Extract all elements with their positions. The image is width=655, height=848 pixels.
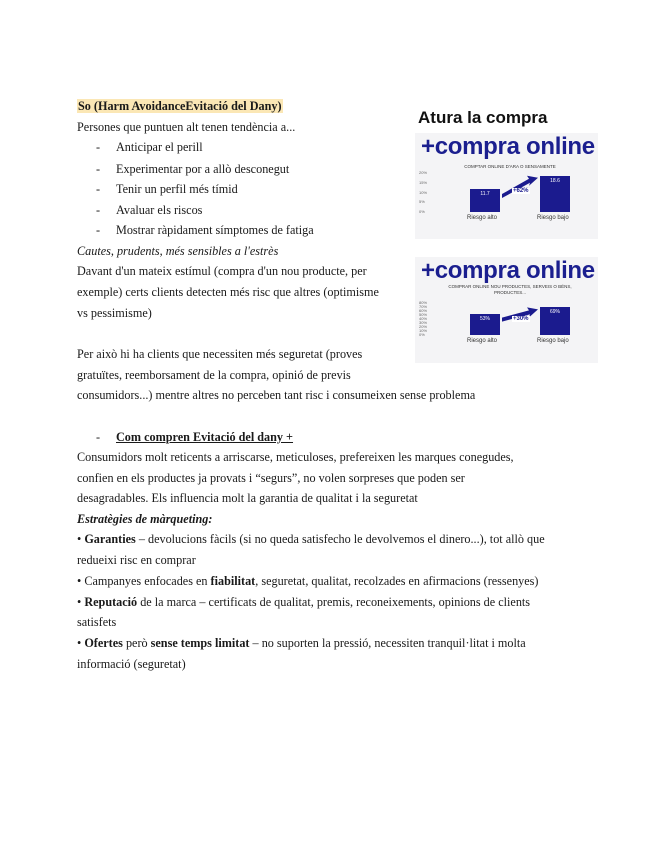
bar-value-label: 11.7	[480, 191, 490, 198]
bullet: •	[77, 636, 85, 650]
list-dash: -	[96, 430, 101, 444]
strategy-continuation: satisfets	[77, 615, 117, 629]
strategies-title: Estratègies de màrqueting:	[77, 512, 213, 526]
bar-value-label: 53%	[479, 315, 490, 322]
paragraph-line: Consumidors molt reticents a arriscarse, meticuloses, prefereixen les marques conegudes,	[77, 450, 514, 464]
y-tick-label: 0%	[419, 209, 425, 214]
y-tick-label: 60%	[419, 308, 428, 313]
list-item: Mostrar ràpidament símptomes de fatiga	[116, 223, 314, 237]
y-tick-label: 10%	[419, 189, 428, 195]
strategy-keyword: sense temps limitat	[150, 636, 250, 650]
section-title-highlight: So (Harm AvoidanceEvitació del Dany)	[78, 99, 282, 113]
image-title: Atura la compra	[418, 108, 548, 127]
strategy-keyword: Reputació	[84, 595, 138, 609]
change-arrow-shape	[502, 176, 538, 198]
paragraph-line: desagradables. Els influencia molt la garantia de qualitat i la seguretat	[77, 491, 418, 505]
paragraph-line: consumidors...) mentre altres no perceben tant risc i consumeixen sense problema	[77, 388, 476, 402]
paragraph-line: Per això hi ha clients que necessiten més seguretat (proves	[77, 347, 363, 361]
y-tick-label: 80%	[419, 300, 428, 305]
strategy-continuation: redueixi risc en comprar	[77, 553, 196, 567]
strategy-keyword: Ofertes	[84, 636, 123, 650]
y-tick-label: 30%	[419, 320, 428, 325]
paragraph-line: confien en els productes ja provats i “segurs”, no volen sorpreses que poden ser	[77, 471, 465, 485]
y-tick-label: 20%	[419, 170, 428, 175]
x-tick-label: Riesgo alto	[467, 215, 498, 221]
strategy-item	[77, 595, 530, 609]
bullet: •	[77, 532, 85, 546]
change-label: +62%	[513, 188, 529, 195]
strategy-text: , seguretat, qualitat, recolzades en afirmacions (ressenyes)	[255, 574, 539, 588]
bar-value-label: 18.6	[550, 177, 560, 184]
chart-panel-1	[415, 133, 598, 239]
chart-plot	[419, 301, 594, 346]
strategy-text: de la marca – certificats de qualitat, premis, reconeixements, opinions de clients	[137, 595, 531, 609]
x-tick-label: Riesgo bajo	[537, 338, 569, 344]
bullet: •	[77, 595, 85, 609]
paragraph-line: gratuïtes, reemborsament de la compra, opinió de previs	[77, 368, 351, 382]
subheading: Com compren Evitació del dany +	[116, 430, 294, 444]
chart-panel-2	[415, 257, 598, 363]
y-tick-label: 15%	[419, 179, 428, 185]
paragraph-line: Davant d'un mateix estímul (compra d'un nou producte, per	[77, 264, 367, 278]
strategy-text: • Campanyes enfocades en	[77, 574, 211, 588]
x-tick-label: Riesgo alto	[467, 338, 498, 344]
list-item: Anticipar el perill	[116, 140, 203, 154]
strategy-text: – no suporten la pressió, necessiten tranquil·litat i molta	[249, 636, 526, 650]
list-dash: -	[96, 182, 101, 196]
change-label: +30%	[513, 316, 529, 322]
strategy-keyword: fiabilitat	[210, 574, 256, 588]
y-tick-label: 20%	[419, 324, 428, 329]
list-dash: -	[96, 162, 101, 176]
strategy-continuation: informació (seguretat)	[77, 657, 186, 671]
list-item: Tenir un perfil més tímid	[116, 182, 238, 196]
chart-subtitle: COMPTAR ONLINE D'ARA O SENSAMENTE	[464, 164, 556, 169]
strategy-item	[77, 532, 545, 546]
strategy-item	[77, 574, 538, 588]
list-dash: -	[96, 223, 101, 237]
strategy-text: – devolucions fàcils (si no queda satisfecho le devolvemos el dinero...), tot allò que	[135, 532, 545, 546]
strategy-item	[77, 636, 526, 650]
y-tick-label: 10%	[419, 328, 428, 333]
paragraph-line: exemple) certs clients detecten més risc que altres (optimisme	[77, 285, 379, 299]
bar-value-label: 69%	[549, 309, 560, 316]
paragraph-line: vs pessimisme)	[77, 306, 152, 320]
section-title	[77, 99, 283, 113]
y-tick-label: 70%	[419, 304, 428, 309]
y-tick-label: 40%	[419, 316, 428, 321]
chart-heading: +compra online	[421, 257, 595, 284]
list-dash: -	[96, 203, 101, 217]
strategy-keyword: Garanties	[84, 532, 136, 546]
x-tick-label: Riesgo bajo	[537, 215, 569, 221]
y-tick-label: 0%	[419, 332, 425, 337]
change-arrow	[419, 171, 594, 223]
list-dash: -	[96, 140, 101, 154]
list-item: Avaluar els riscos	[116, 203, 203, 217]
chart-heading: +compra online	[421, 133, 595, 160]
change-arrow	[419, 301, 594, 346]
strategy-text: però	[122, 636, 151, 650]
chart-subtitle: COMPRAR ONLINE NOU PRODUCTES, SERVEIS O BÉNS, PRODUCTES...	[448, 284, 572, 295]
intro-text: Persones que puntuen alt tenen tendència a...	[77, 120, 296, 134]
chart-plot	[419, 171, 594, 223]
summary-italic: Cautes, prudents, més sensibles a l'estrès	[77, 244, 279, 258]
y-tick-label: 50%	[419, 312, 428, 317]
list-item: Experimentar por a allò desconegut	[116, 162, 290, 176]
y-tick-label: 5%	[419, 199, 425, 205]
